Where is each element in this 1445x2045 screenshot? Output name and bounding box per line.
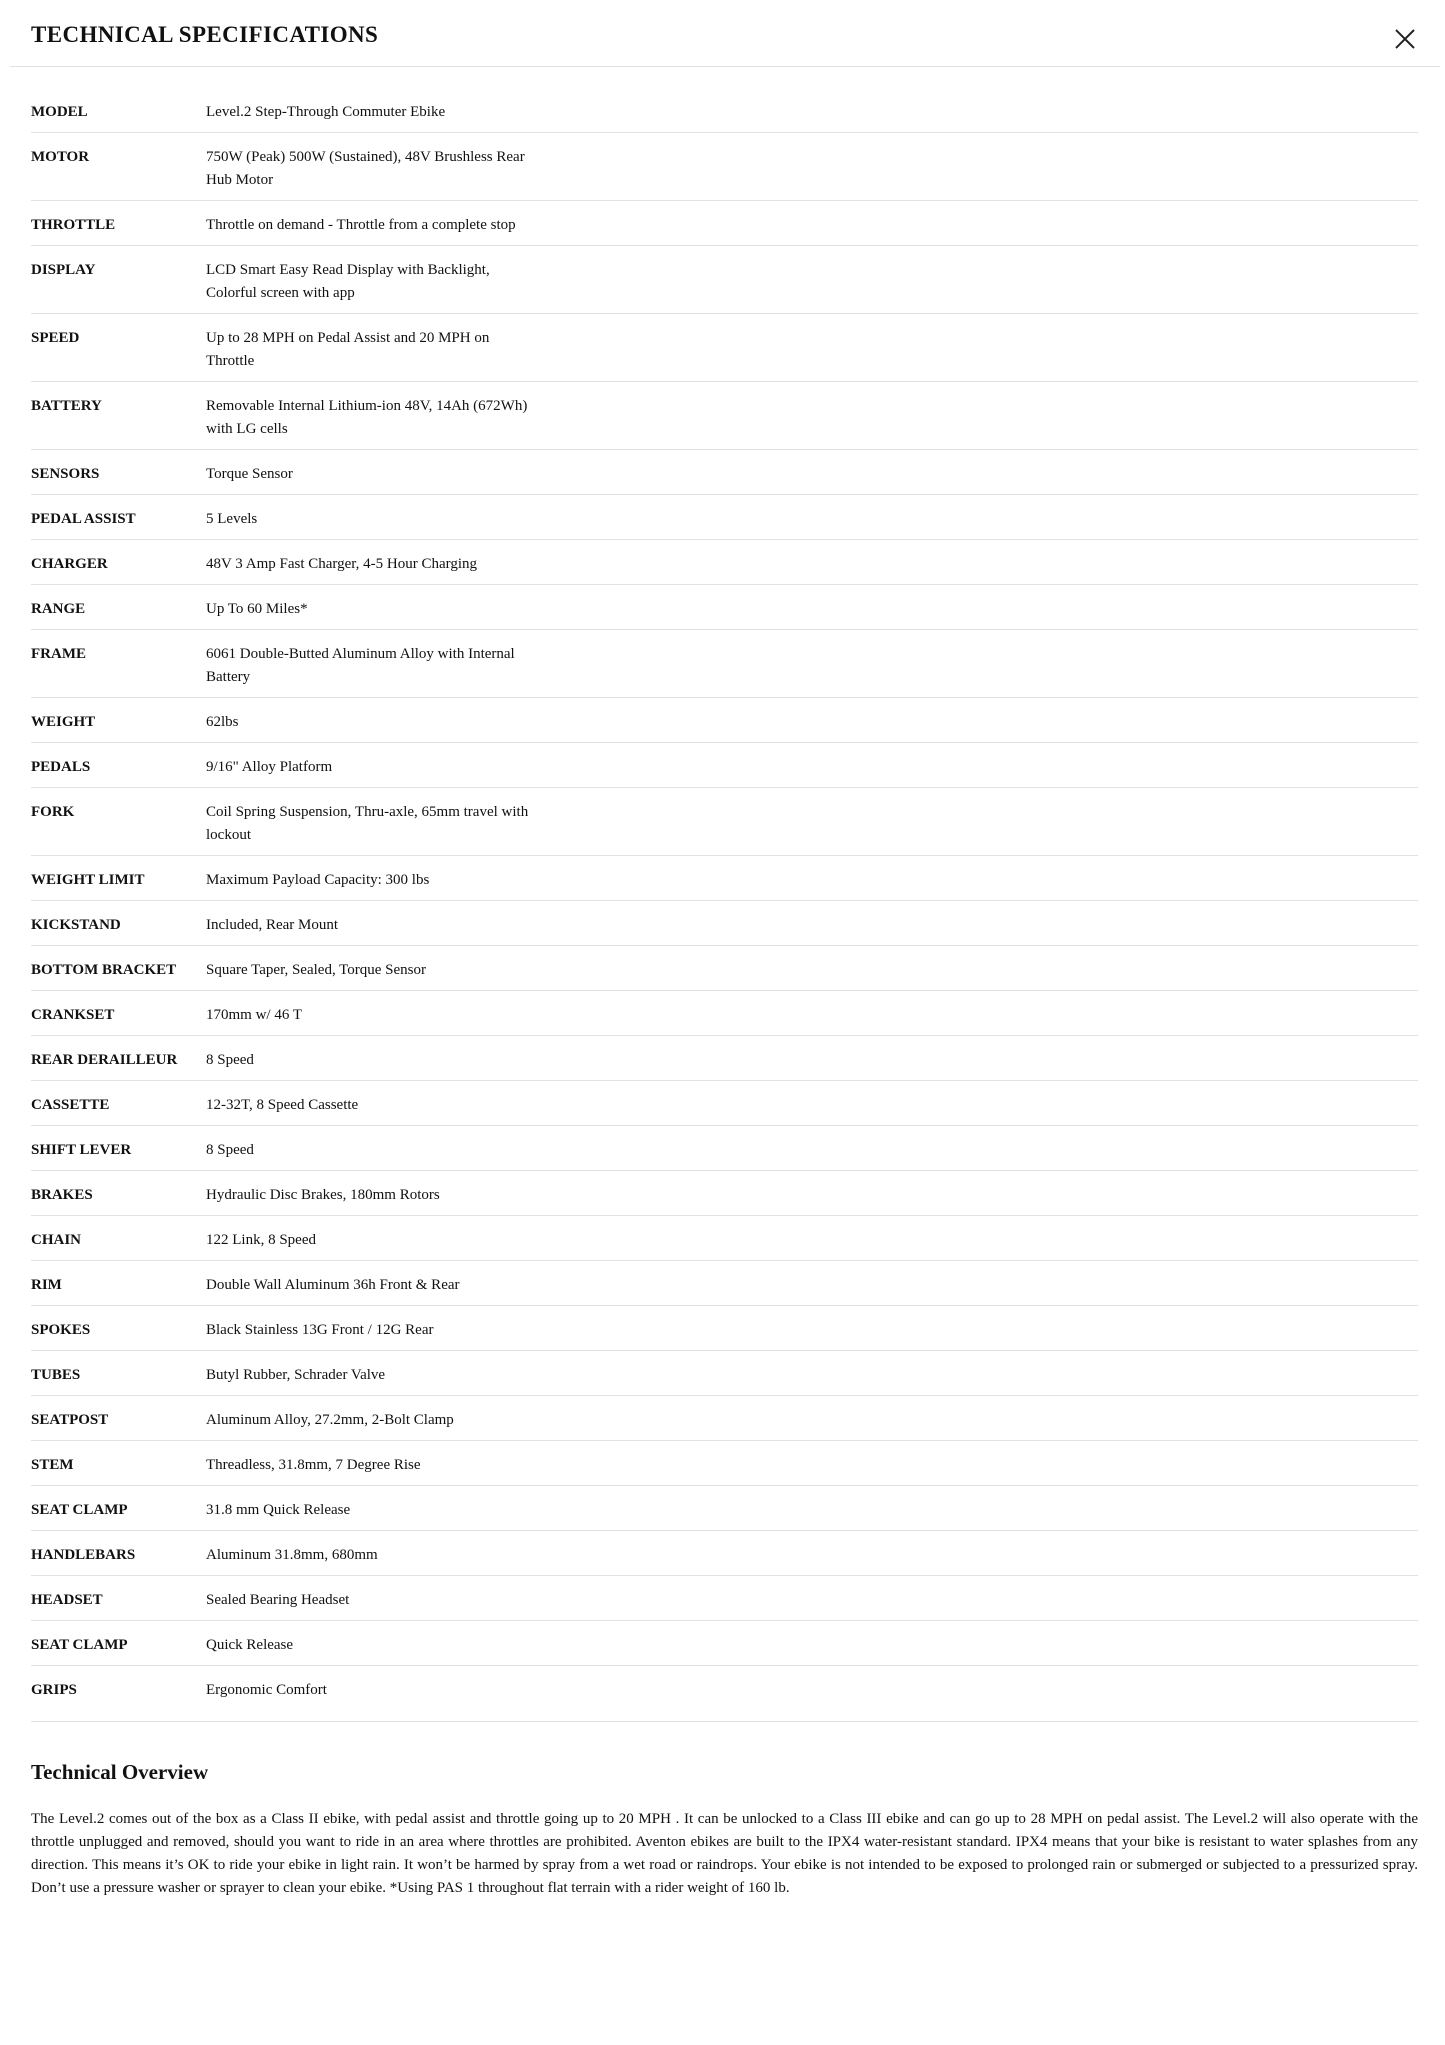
spec-label: FORK (31, 804, 75, 820)
spec-label: SEATPOST (31, 1412, 109, 1428)
spec-row-kickstand (31, 901, 1418, 946)
spec-label: GRIPS (31, 1682, 77, 1698)
spec-row-pedals (31, 743, 1418, 788)
spec-label: CHARGER (31, 556, 108, 572)
spec-value: Aluminum 31.8mm, 680mm (206, 1547, 378, 1563)
spec-value: Quick Release (206, 1637, 294, 1653)
spec-value: Removable Internal Lithium-ion 48V, 14Ah (672Wh) with LG cells (206, 398, 528, 437)
spec-label: SEAT CLAMP (31, 1502, 128, 1518)
spec-row-handlebars (31, 1531, 1418, 1576)
spec-value: Included, Rear Mount (206, 917, 339, 933)
spec-row-fork (31, 788, 1418, 856)
spec-label: PEDAL ASSIST (31, 511, 136, 527)
spec-row-bottom-bracket (31, 946, 1418, 991)
spec-value: Black Stainless 13G Front / 12G Rear (206, 1322, 434, 1338)
spec-value: 8 Speed (206, 1142, 254, 1158)
overview-text: The Level.2 comes out of the box as a Class II ebike, with pedal assist and throttle going up to 20 MPH . It can be unlocked to a Class III ebike and can go up to 28 MPH on pedal assist. The Level.2 will also operate with the throttle unplugged and removed, should you want to ride in an area where throttles are prohibited. Aventon ebikes are built to the IPX4 water-resistant standard. IPX4 means that your bike is resistant to water splashes from any direction. This means it’s OK to ride your ebike in light rain. It won’t be harmed by spray from a wet road or raindrops. Your ebike is not intended to be exposed to prolonged rain or submerged or subjected to a pressurized spray. Don’t use a pressure washer or sprayer to clean your ebike. *Using PAS 1 throughout flat terrain with a rider weight of 160 lb. (31, 1811, 1418, 1896)
spec-value: Up to 28 MPH on Pedal Assist and 20 MPH on Throttle (206, 330, 490, 369)
spec-value: Square Taper, Sealed, Torque Sensor (206, 962, 427, 978)
spec-row-shift-lever (31, 1126, 1418, 1171)
spec-label: MOTOR (31, 149, 90, 165)
spec-value: 12-32T, 8 Speed Cassette (206, 1097, 359, 1113)
spec-label: SHIFT LEVER (31, 1142, 132, 1158)
spec-label: CASSETTE (31, 1097, 110, 1113)
overview-title: Technical Overview (31, 1760, 209, 1784)
spec-label: SENSORS (31, 466, 100, 482)
spec-row-rim (31, 1261, 1418, 1306)
spec-value: 170mm w/ 46 T (206, 1007, 302, 1023)
spec-label: REAR DERAILLEUR (31, 1052, 178, 1068)
modal-header (10, 0, 1440, 67)
spec-label: HEADSET (31, 1592, 103, 1608)
spec-label: SPOKES (31, 1322, 91, 1338)
spec-value: Throttle on demand - Throttle from a complete stop (206, 217, 516, 233)
spec-row-rear-derailleur (31, 1036, 1418, 1081)
spec-value: 122 Link, 8 Speed (206, 1232, 316, 1248)
spec-row-display (31, 246, 1418, 314)
spec-label: WEIGHT (31, 714, 96, 730)
spec-label: RANGE (31, 601, 86, 617)
spec-label: STEM (31, 1457, 74, 1473)
spec-label: WEIGHT LIMIT (31, 872, 145, 888)
spec-row-sensors (31, 450, 1418, 495)
spec-row-seatpost (31, 1396, 1418, 1441)
spec-value: 5 Levels (206, 511, 258, 527)
close-icon (1392, 26, 1418, 52)
spec-label: PEDALS (31, 759, 91, 775)
spec-label: KICKSTAND (31, 917, 121, 933)
spec-row-seat-clamp (31, 1486, 1418, 1531)
spec-label: CRANKSET (31, 1007, 115, 1023)
spec-value: 6061 Double-Butted Aluminum Alloy with Internal Battery (206, 646, 515, 685)
spec-value: 48V 3 Amp Fast Charger, 4-5 Hour Charging (206, 556, 478, 572)
spec-row-frame (31, 630, 1418, 698)
spec-value: 750W (Peak) 500W (Sustained), 48V Brushless Rear Hub Motor (206, 149, 525, 188)
close-button[interactable] (1392, 26, 1418, 52)
spec-label: HANDLEBARS (31, 1547, 136, 1563)
spec-label: RIM (31, 1277, 62, 1293)
spec-label: SEAT CLAMP (31, 1637, 128, 1653)
spec-value: Level.2 Step-Through Commuter Ebike (206, 104, 446, 120)
spec-value: 31.8 mm Quick Release (206, 1502, 351, 1518)
spec-label: BATTERY (31, 398, 102, 414)
spec-value: Coil Spring Suspension, Thru-axle, 65mm travel with lockout (206, 804, 529, 843)
spec-label: TUBES (31, 1367, 81, 1383)
spec-label: CHAIN (31, 1232, 82, 1248)
spec-label: DISPLAY (31, 262, 96, 278)
spec-value: Ergonomic Comfort (206, 1682, 327, 1698)
spec-label: FRAME (31, 646, 86, 662)
spec-value: Threadless, 31.8mm, 7 Degree Rise (206, 1457, 421, 1473)
modal-title: TECHNICAL SPECIFICATIONS (31, 22, 379, 47)
spec-row-headset (31, 1576, 1418, 1621)
spec-label: THROTTLE (31, 217, 116, 233)
spec-row-stem (31, 1441, 1418, 1486)
spec-row-battery (31, 382, 1418, 450)
spec-value: Sealed Bearing Headset (206, 1592, 350, 1608)
spec-row-speed (31, 314, 1418, 382)
spec-row-grips (31, 1666, 1418, 1722)
spec-row-cassette (31, 1081, 1418, 1126)
spec-row-weight (31, 698, 1418, 743)
spec-label: SPEED (31, 330, 80, 346)
spec-row-weight-limit (31, 856, 1418, 901)
spec-label: BOTTOM BRACKET (31, 962, 177, 978)
spec-value: Double Wall Aluminum 36h Front & Rear (206, 1277, 460, 1293)
spec-row-seat-clamp-2 (31, 1621, 1418, 1666)
spec-row-range (31, 585, 1418, 630)
spec-label: MODEL (31, 104, 88, 120)
spec-value: Maximum Payload Capacity: 300 lbs (206, 872, 430, 888)
spec-row-pedal-assist (31, 495, 1418, 540)
spec-row-model (31, 88, 1418, 133)
spec-value: 9/16" Alloy Platform (206, 759, 333, 775)
spec-value: Torque Sensor (206, 466, 293, 482)
spec-row-charger (31, 540, 1418, 585)
spec-value: 62lbs (206, 714, 239, 730)
spec-label: BRAKES (31, 1187, 93, 1203)
spec-row-chain (31, 1216, 1418, 1261)
spec-value: 8 Speed (206, 1052, 254, 1068)
spec-value: Up To 60 Miles* (206, 601, 308, 617)
spec-value: LCD Smart Easy Read Display with Backlight, Colorful screen with app (206, 262, 490, 301)
spec-value: Aluminum Alloy, 27.2mm, 2-Bolt Clamp (206, 1412, 454, 1428)
spec-row-motor (31, 133, 1418, 201)
technical-overview (31, 1760, 1418, 1900)
spec-row-throttle (31, 201, 1418, 246)
spec-value: Hydraulic Disc Brakes, 180mm Rotors (206, 1187, 440, 1203)
spec-row-spokes (31, 1306, 1418, 1351)
spec-row-tubes (31, 1351, 1418, 1396)
spec-row-brakes (31, 1171, 1418, 1216)
spec-row-crankset (31, 991, 1418, 1036)
spec-value: Butyl Rubber, Schrader Valve (206, 1367, 386, 1383)
specs-table (31, 88, 1418, 1722)
